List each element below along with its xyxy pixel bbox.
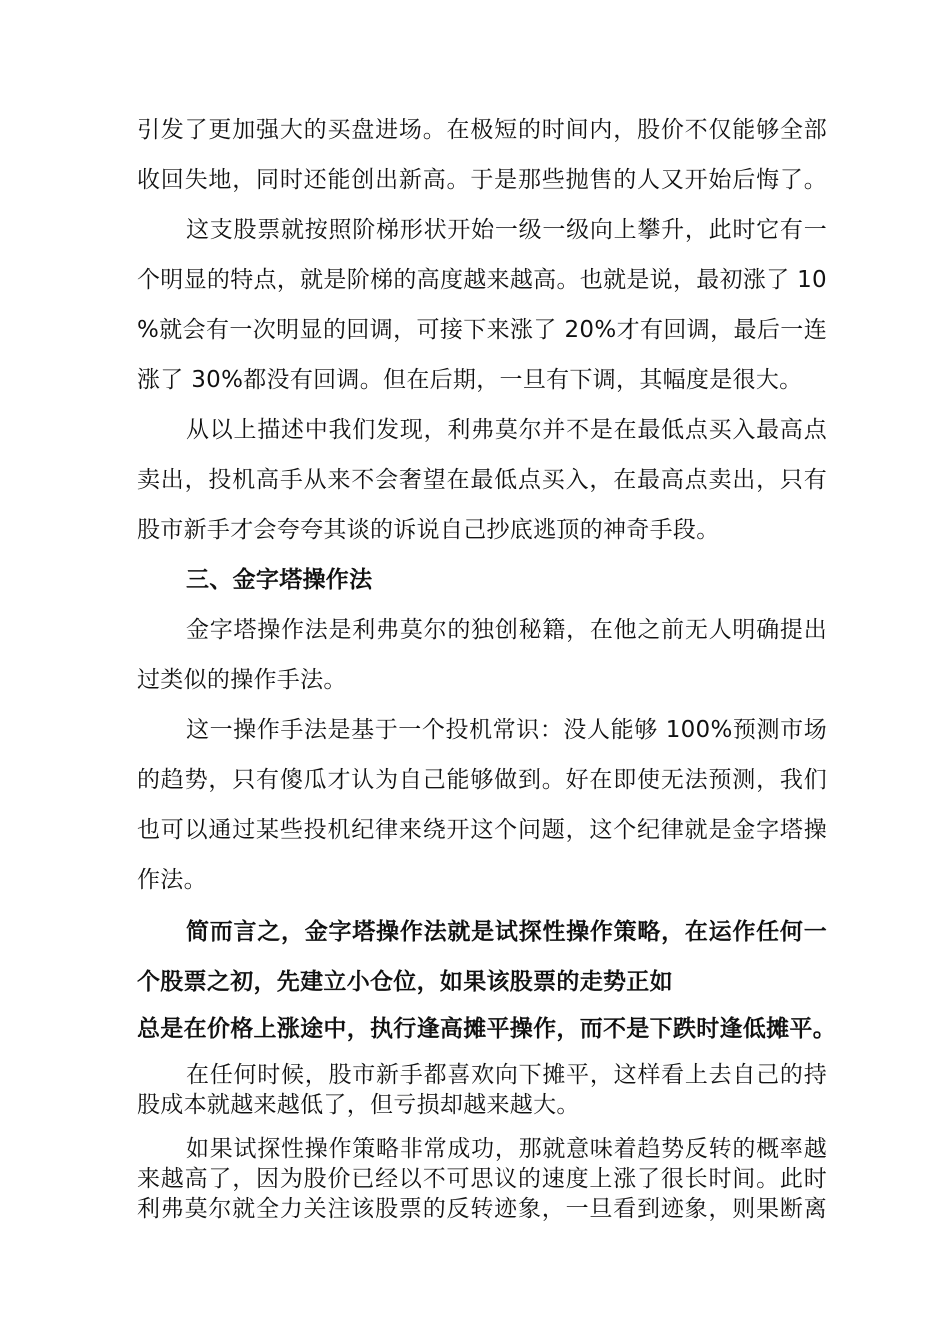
paragraph-line: 金字塔操作法是利弗莫尔的独创秘籍，在他之前无人明确提出 [186, 617, 827, 643]
paragraph-line: 过类似的操作手法。 [137, 667, 347, 693]
paragraph-line: 股市新手才会夸夸其谈的诉说自己抄底逃顶的神奇手段。 [137, 517, 720, 543]
paragraph-line: 引发了更加强大的买盘进场。在极短的时间内，股价不仅能够全部 [137, 117, 827, 143]
paragraph-line: 收回失地，同时还能创出新高。于是那些抛售的人又开始后悔了。 [137, 167, 827, 193]
bold-paragraph-line: 简而言之，金字塔操作法就是试探性操作策略，在运作任何一 [186, 919, 827, 945]
paragraph-line: 在任何时候，股市新手都喜欢向下摊平，这样看上去自己的持 [186, 1062, 827, 1088]
paragraph-line: %就会有一次明显的回调，可接下来涨了 20%才有回调，最后一连 [137, 317, 827, 343]
bold-paragraph-line: 个股票之初，先建立小仓位，如果该股票的走势正如 [137, 969, 673, 995]
paragraph-line: 来越高了，因为股价已经以不可思议的速度上涨了很长时间。此时 [137, 1166, 827, 1192]
paragraph-line: 股成本就越来越低了，但亏损却越来越大。 [137, 1092, 580, 1118]
paragraph-line: 利弗莫尔就全力关注该股票的反转迹象，一旦看到迹象，则果断离 [137, 1196, 827, 1222]
bold-paragraph-line: 总是在价格上涨途中，执行逢高摊平操作，而不是下跌时逢低摊平。 [137, 1016, 836, 1042]
paragraph-line: 个明显的特点，就是阶梯的高度越来越高。也就是说，最初涨了 10 [137, 267, 827, 293]
paragraph-line: 的趋势，只有傻瓜才认为自己能够做到。好在即使无法预测，我们 [137, 767, 827, 793]
paragraph-line: 作法。 [137, 867, 207, 893]
paragraph-line: 也可以通过某些投机纪律来绕开这个问题，这个纪律就是金字塔操 [137, 817, 827, 843]
paragraph-line: 从以上描述中我们发现，利弗莫尔并不是在最低点买入最高点 [186, 417, 827, 443]
paragraph-line: 这一操作手法是基于一个投机常识：没人能够 100%预测市场 [186, 717, 827, 743]
paragraph-line: 涨了 30%都没有回调。但在后期，一旦有下调，其幅度是很大。 [137, 367, 803, 393]
section-heading: 三、金字塔操作法 [186, 567, 373, 593]
paragraph-line: 卖出，投机高手从来不会奢望在最低点买入，在最高点卖出，只有 [137, 467, 827, 493]
paragraph-line: 如果试探性操作策略非常成功，那就意味着趋势反转的概率越 [186, 1136, 827, 1162]
paragraph-line: 这支股票就按照阶梯形状开始一级一级向上攀升，此时它有一 [186, 217, 827, 243]
